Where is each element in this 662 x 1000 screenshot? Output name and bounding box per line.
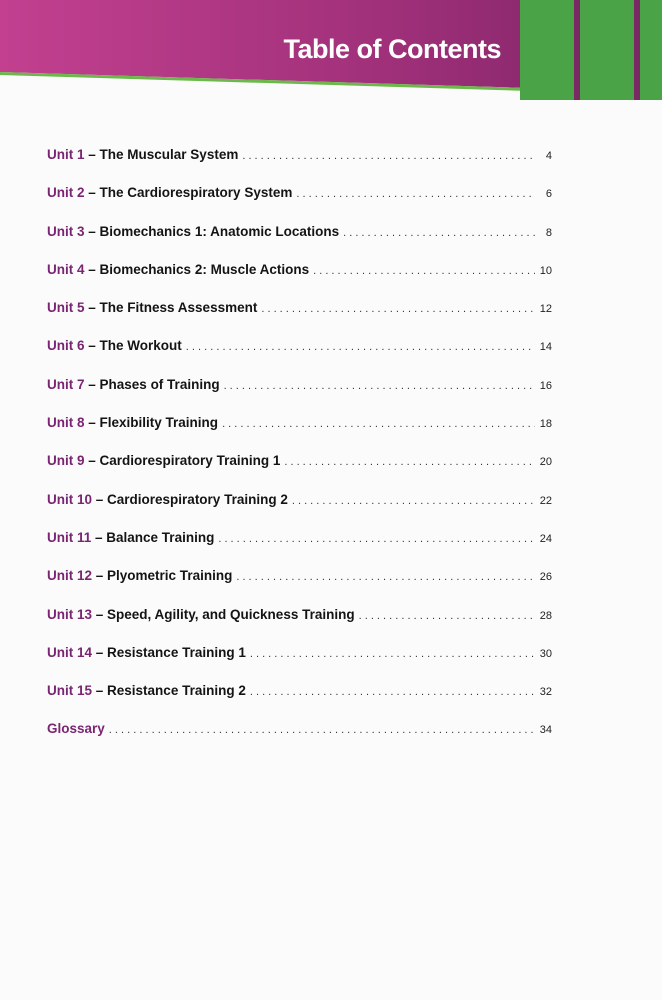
- toc-entry-label: [47, 568, 232, 583]
- toc-entry-label: [47, 453, 280, 468]
- toc-entry[interactable]: [47, 492, 552, 530]
- unit-title: Cardiorespiratory Training 1: [99, 453, 281, 469]
- dot-leader: [250, 686, 535, 698]
- unit-number: Unit 15: [47, 683, 93, 699]
- toc-entry-label: [47, 224, 339, 239]
- toc-entry-label: [47, 683, 246, 698]
- page-number: 26: [539, 571, 552, 584]
- page-number: 14: [539, 341, 552, 354]
- unit-number: Unit 6: [47, 338, 85, 354]
- page-number: 4: [545, 150, 552, 162]
- unit-number: Unit 1: [47, 147, 85, 162]
- page-number: 12: [539, 303, 552, 316]
- page-number: 6: [545, 188, 552, 201]
- dot-leader: [296, 188, 535, 200]
- unit-title: Balance Training: [106, 529, 215, 545]
- unit-number: Unit 9: [47, 453, 85, 469]
- page-number: 10: [539, 264, 552, 277]
- unit-title: Biomechanics 1: Anatomic Locations: [99, 223, 340, 239]
- unit-separator: –: [84, 223, 100, 239]
- dot-leader: [261, 303, 535, 315]
- unit-separator: –: [84, 415, 100, 431]
- unit-separator: –: [92, 568, 108, 584]
- dot-leader: [222, 418, 535, 430]
- unit-number: Unit 5: [47, 300, 85, 316]
- unit-number: Unit 8: [47, 415, 85, 431]
- unit-separator: –: [84, 300, 100, 316]
- unit-title: Resistance Training 1: [107, 644, 246, 660]
- dot-leader: [343, 227, 535, 239]
- unit-title: The Fitness Assessment: [99, 300, 258, 316]
- toc-entry[interactable]: [47, 568, 552, 606]
- dot-leader: [359, 610, 535, 622]
- toc-entry[interactable]: [47, 530, 552, 568]
- page-number: 20: [539, 456, 552, 469]
- dot-leader: [313, 265, 535, 277]
- page-number: 22: [539, 494, 552, 507]
- unit-separator: –: [84, 147, 100, 162]
- unit-title: Speed, Agility, and Quickness Training: [107, 606, 355, 622]
- unit-title: Flexibility Training: [99, 415, 219, 431]
- dot-leader: [242, 150, 535, 162]
- dot-leader: [236, 571, 535, 583]
- unit-number: Unit 10: [47, 491, 93, 507]
- page-title: Table of Contents: [283, 34, 501, 64]
- page-number: 30: [539, 647, 552, 660]
- dot-leader: [186, 341, 535, 353]
- glossary-label: Glossary: [47, 721, 105, 737]
- dot-leader: [250, 648, 535, 660]
- toc-entry[interactable]: [47, 300, 552, 338]
- toc-entry-label: [47, 645, 246, 660]
- toc-entry-label: [47, 338, 182, 353]
- toc-entry-label: [47, 415, 218, 430]
- unit-separator: –: [84, 376, 100, 392]
- unit-separator: –: [92, 606, 108, 622]
- header-banner: [0, 0, 662, 100]
- toc-entry[interactable]: [47, 607, 552, 645]
- toc-entry-label: [47, 147, 238, 162]
- toc-entry[interactable]: [47, 453, 552, 491]
- toc-entry[interactable]: [47, 224, 552, 262]
- unit-separator: –: [91, 529, 107, 545]
- unit-title: Cardiorespiratory Training 2: [107, 491, 288, 507]
- unit-number: Unit 7: [47, 376, 85, 392]
- page-number: 32: [539, 686, 552, 699]
- toc-entry[interactable]: [47, 415, 552, 453]
- toc-entry[interactable]: [47, 185, 552, 223]
- toc-entry-label: [47, 377, 220, 392]
- unit-number: Unit 13: [47, 606, 93, 622]
- unit-title: Phases of Training: [99, 376, 220, 392]
- page-number: 34: [539, 724, 552, 737]
- page-number: 28: [539, 609, 552, 622]
- toc-entry-label: [47, 607, 355, 622]
- page-number: 24: [539, 532, 552, 545]
- dot-leader: [224, 380, 535, 392]
- page-number: 16: [539, 379, 552, 392]
- toc-entry[interactable]: [47, 147, 552, 185]
- unit-separator: –: [84, 453, 100, 469]
- dot-leader: [292, 495, 535, 507]
- toc-entry[interactable]: [47, 262, 552, 300]
- dot-leader: [284, 456, 535, 468]
- toc-entry-glossary[interactable]: [47, 721, 552, 759]
- unit-number: Unit 14: [47, 644, 93, 660]
- unit-number: Unit 11: [47, 529, 92, 545]
- unit-title: The Workout: [99, 338, 182, 354]
- unit-separator: –: [92, 491, 108, 507]
- toc-entry-label: [47, 262, 309, 277]
- unit-separator: –: [92, 644, 108, 660]
- table-of-contents: [47, 147, 552, 760]
- unit-separator: –: [92, 683, 108, 699]
- unit-title: Biomechanics 2: Muscle Actions: [99, 261, 310, 277]
- unit-number: Unit 12: [47, 568, 93, 584]
- unit-separator: –: [84, 261, 100, 277]
- unit-number: Unit 3: [47, 223, 85, 239]
- page-number: 8: [545, 226, 552, 239]
- toc-entry[interactable]: [47, 377, 552, 415]
- toc-entry-label: [47, 185, 292, 200]
- toc-entry[interactable]: [47, 338, 552, 376]
- unit-separator: –: [84, 185, 100, 201]
- toc-entry-label: [47, 530, 214, 545]
- toc-entry-label: [47, 492, 288, 507]
- unit-title: Plyometric Training: [107, 568, 233, 584]
- dot-leader: [218, 533, 535, 545]
- dot-leader: [109, 724, 535, 736]
- page-number: 18: [539, 418, 552, 431]
- unit-separator: –: [84, 338, 100, 354]
- unit-title: The Muscular System: [99, 147, 239, 162]
- unit-title: Resistance Training 2: [107, 683, 246, 699]
- unit-title: The Cardiorespiratory System: [99, 185, 293, 201]
- unit-number: Unit 4: [47, 261, 85, 277]
- unit-number: Unit 2: [47, 185, 85, 201]
- toc-entry[interactable]: [47, 645, 552, 683]
- toc-entry-label: [47, 300, 257, 315]
- toc-entry[interactable]: [47, 683, 552, 721]
